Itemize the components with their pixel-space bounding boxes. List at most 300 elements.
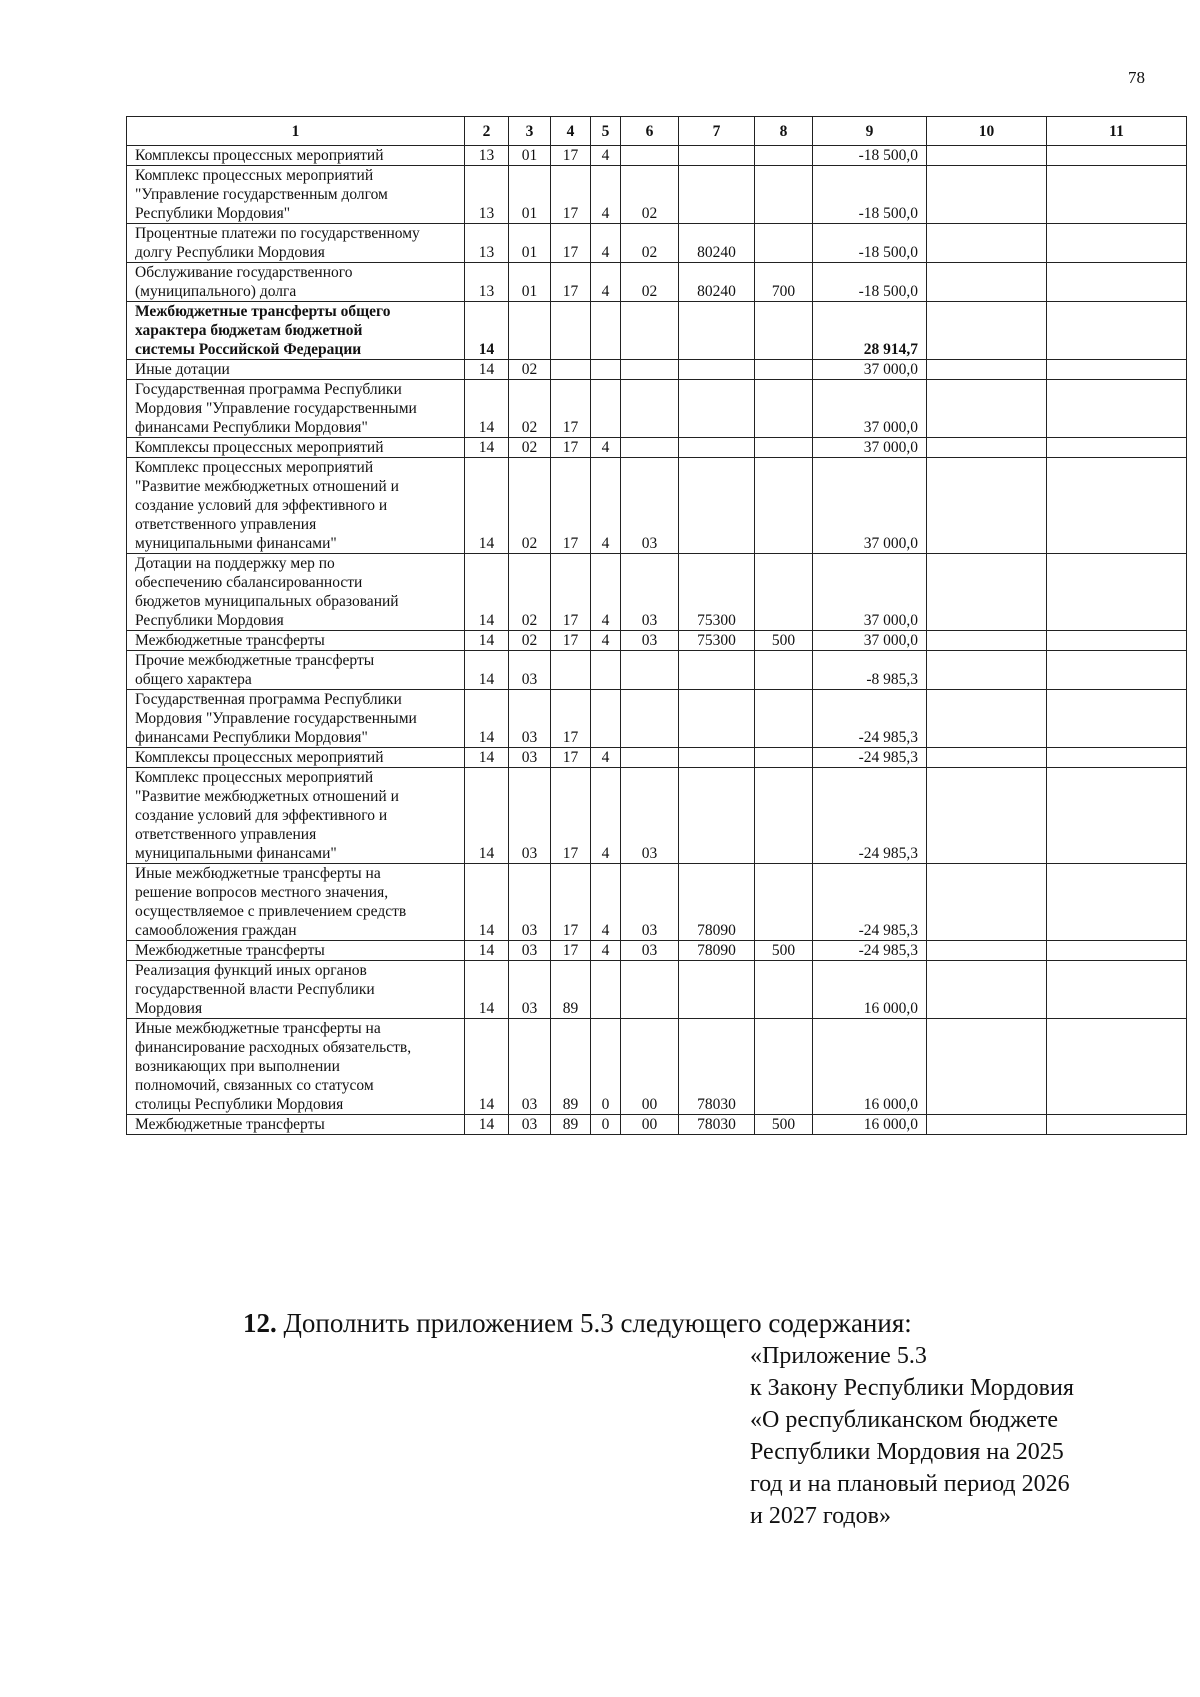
cell-c9: 16 000,0 <box>813 1115 927 1135</box>
cell-c5 <box>591 380 621 438</box>
cell-c3: 02 <box>509 554 551 631</box>
cell-c9: 37 000,0 <box>813 631 927 651</box>
appendix-line: Республики Мордовия на 2025 <box>750 1439 1064 1465</box>
cell-c6: 03 <box>621 554 679 631</box>
row-name-line: Иные дотации <box>135 361 230 378</box>
table-row <box>127 224 1187 263</box>
table-row <box>127 360 1187 380</box>
row-name-line: Мордовия "Управление государственными <box>135 710 417 727</box>
cell-c4: 17 <box>551 224 591 263</box>
cell-c7 <box>679 146 755 166</box>
cell-c11 <box>1047 146 1187 166</box>
row-name <box>127 941 465 961</box>
cell-c5: 4 <box>591 864 621 941</box>
cell-c8: 700 <box>755 263 813 302</box>
row-name-line: Мордовия "Управление государственными <box>135 400 417 417</box>
cell-c3: 03 <box>509 1019 551 1115</box>
cell-c8 <box>755 768 813 864</box>
cell-c4: 17 <box>551 690 591 748</box>
cell-c3: 02 <box>509 438 551 458</box>
table-row <box>127 302 1187 360</box>
cell-c5 <box>591 651 621 690</box>
row-name-line: самообложения граждан <box>135 922 297 939</box>
cell-c11 <box>1047 631 1187 651</box>
cell-c5: 4 <box>591 631 621 651</box>
page-number: 78 <box>1128 68 1145 87</box>
cell-c2: 14 <box>465 1019 509 1115</box>
cell-c7 <box>679 961 755 1019</box>
cell-c11 <box>1047 263 1187 302</box>
row-name-line: Мордовия <box>135 1000 203 1017</box>
cell-c6: 00 <box>621 1019 679 1115</box>
row-name-line: Комплексы процессных мероприятий <box>135 147 384 164</box>
cell-c10 <box>927 146 1047 166</box>
cell-c9: -24 985,3 <box>813 690 927 748</box>
cell-c4: 17 <box>551 768 591 864</box>
column-header: 8 <box>755 117 813 146</box>
cell-c3: 03 <box>509 1115 551 1135</box>
table-row <box>127 458 1187 554</box>
cell-c9: -18 500,0 <box>813 263 927 302</box>
cell-c2: 14 <box>465 864 509 941</box>
cell-c3: 02 <box>509 631 551 651</box>
cell-c6 <box>621 690 679 748</box>
cell-c10 <box>927 302 1047 360</box>
cell-c6 <box>621 438 679 458</box>
cell-c10 <box>927 360 1047 380</box>
cell-c5 <box>591 302 621 360</box>
column-header: 3 <box>509 117 551 146</box>
cell-c11 <box>1047 768 1187 864</box>
cell-c2: 13 <box>465 166 509 224</box>
cell-c5: 4 <box>591 263 621 302</box>
cell-c4: 17 <box>551 166 591 224</box>
cell-c3: 01 <box>509 166 551 224</box>
cell-c10 <box>927 166 1047 224</box>
row-name-line: Комплексы процессных мероприятий <box>135 439 384 456</box>
cell-c10 <box>927 631 1047 651</box>
cell-c3: 01 <box>509 263 551 302</box>
table-row <box>127 146 1187 166</box>
row-name-line: создание условий для эффективного и <box>135 807 388 824</box>
row-name <box>127 146 465 166</box>
row-name <box>127 1115 465 1135</box>
column-header: 1 <box>127 117 465 146</box>
row-name-line: Межбюджетные трансферты <box>135 632 325 649</box>
appendix-line: «О республиканском бюджете <box>750 1407 1059 1433</box>
table-row <box>127 961 1187 1019</box>
row-name <box>127 631 465 651</box>
table-row <box>127 690 1187 748</box>
cell-c2: 14 <box>465 302 509 360</box>
cell-c9: -24 985,3 <box>813 941 927 961</box>
cell-c4: 17 <box>551 941 591 961</box>
row-name <box>127 961 465 1019</box>
cell-c10 <box>927 438 1047 458</box>
cell-c10 <box>927 690 1047 748</box>
cell-c5 <box>591 961 621 1019</box>
cell-c2: 14 <box>465 438 509 458</box>
cell-c9: 37 000,0 <box>813 438 927 458</box>
row-name-line: Иные межбюджетные трансферты на <box>135 1020 381 1037</box>
cell-c11 <box>1047 941 1187 961</box>
cell-c3: 02 <box>509 458 551 554</box>
row-name <box>127 554 465 631</box>
row-name-line: финансами Республики Мордовия" <box>135 419 368 436</box>
row-name-line: долгу Республики Мордовия <box>135 244 325 261</box>
cell-c4: 89 <box>551 1115 591 1135</box>
cell-c4 <box>551 360 591 380</box>
appendix-line: год и на плановый период 2026 <box>750 1471 1070 1497</box>
cell-c7 <box>679 380 755 438</box>
cell-c3: 01 <box>509 224 551 263</box>
cell-c6: 02 <box>621 224 679 263</box>
cell-c5: 4 <box>591 224 621 263</box>
cell-c4: 17 <box>551 748 591 768</box>
cell-c9: 16 000,0 <box>813 1019 927 1115</box>
cell-c10 <box>927 224 1047 263</box>
cell-c8 <box>755 438 813 458</box>
cell-c6: 02 <box>621 263 679 302</box>
cell-c6 <box>621 961 679 1019</box>
cell-c11 <box>1047 302 1187 360</box>
table-row <box>127 768 1187 864</box>
cell-c8 <box>755 302 813 360</box>
cell-c11 <box>1047 458 1187 554</box>
row-name <box>127 380 465 438</box>
table-row <box>127 748 1187 768</box>
cell-c9: -18 500,0 <box>813 224 927 263</box>
cell-c5 <box>591 360 621 380</box>
cell-c2: 14 <box>465 651 509 690</box>
section-12 <box>243 1306 912 1340</box>
row-name <box>127 690 465 748</box>
row-name <box>127 458 465 554</box>
cell-c7: 75300 <box>679 631 755 651</box>
row-name-line: обеспечению сбалансированности <box>135 574 363 591</box>
appendix-line: к Закону Республики Мордовия <box>750 1375 1074 1401</box>
cell-c10 <box>927 1019 1047 1115</box>
table-row <box>127 1019 1187 1115</box>
cell-c4: 17 <box>551 458 591 554</box>
cell-c8 <box>755 864 813 941</box>
cell-c9: -24 985,3 <box>813 864 927 941</box>
cell-c11 <box>1047 1115 1187 1135</box>
cell-c2: 13 <box>465 224 509 263</box>
column-header: 2 <box>465 117 509 146</box>
cell-c5: 4 <box>591 166 621 224</box>
row-name-line: решение вопросов местного значения, <box>135 884 389 901</box>
cell-c8 <box>755 166 813 224</box>
row-name-line: муниципальными финансами" <box>135 535 337 552</box>
row-name <box>127 438 465 458</box>
cell-c9: -18 500,0 <box>813 146 927 166</box>
row-name-line: Прочие межбюджетные трансферты <box>135 652 375 669</box>
row-name-line: (муниципального) долга <box>135 283 297 300</box>
cell-c6: 02 <box>621 166 679 224</box>
cell-c4 <box>551 302 591 360</box>
cell-c11 <box>1047 380 1187 438</box>
cell-c2: 13 <box>465 263 509 302</box>
row-name-line: ответственного управления <box>135 826 317 843</box>
row-name-line: Государственная программа Республики <box>135 381 402 398</box>
cell-c6: 03 <box>621 768 679 864</box>
row-name-line: создание условий для эффективного и <box>135 497 388 514</box>
cell-c2: 14 <box>465 554 509 631</box>
appendix-line: и 2027 годов» <box>750 1503 891 1529</box>
cell-c11 <box>1047 224 1187 263</box>
cell-c7: 80240 <box>679 263 755 302</box>
row-name-line: Республики Мордовия <box>135 612 284 629</box>
row-name-line: "Развитие межбюджетных отношений и <box>135 788 399 805</box>
cell-c10 <box>927 748 1047 768</box>
cell-c8 <box>755 1019 813 1115</box>
column-header: 5 <box>591 117 621 146</box>
row-name-line: Процентные платежи по государственному <box>135 225 420 242</box>
row-name <box>127 166 465 224</box>
table-row <box>127 263 1187 302</box>
cell-c11 <box>1047 690 1187 748</box>
cell-c10 <box>927 941 1047 961</box>
cell-c9: 37 000,0 <box>813 360 927 380</box>
cell-c8 <box>755 146 813 166</box>
cell-c9: -24 985,3 <box>813 748 927 768</box>
cell-c8: 500 <box>755 631 813 651</box>
cell-c6 <box>621 651 679 690</box>
cell-c2: 14 <box>465 941 509 961</box>
cell-c3 <box>509 302 551 360</box>
cell-c11 <box>1047 166 1187 224</box>
cell-c10 <box>927 961 1047 1019</box>
row-name-line: возникающих при выполнении <box>135 1058 340 1075</box>
table-row <box>127 554 1187 631</box>
cell-c4: 17 <box>551 864 591 941</box>
table-row <box>127 864 1187 941</box>
cell-c2: 14 <box>465 690 509 748</box>
cell-c11 <box>1047 554 1187 631</box>
row-name <box>127 768 465 864</box>
cell-c2: 14 <box>465 961 509 1019</box>
cell-c7 <box>679 748 755 768</box>
cell-c3: 03 <box>509 961 551 1019</box>
column-header: 9 <box>813 117 927 146</box>
row-name-line: общего характера <box>135 671 252 688</box>
cell-c7 <box>679 768 755 864</box>
column-header: 10 <box>927 117 1047 146</box>
cell-c10 <box>927 864 1047 941</box>
row-name <box>127 748 465 768</box>
appendix-line: «Приложение 5.3 <box>750 1343 927 1369</box>
cell-c5: 0 <box>591 1019 621 1115</box>
row-name-line: Комплекс процессных мероприятий <box>135 459 374 476</box>
row-name-line: Обслуживание государственного <box>135 264 353 281</box>
cell-c6 <box>621 146 679 166</box>
cell-c8 <box>755 748 813 768</box>
table-body <box>127 146 1187 1135</box>
cell-c7 <box>679 302 755 360</box>
cell-c8 <box>755 690 813 748</box>
cell-c10 <box>927 458 1047 554</box>
cell-c7: 78030 <box>679 1115 755 1135</box>
table-row <box>127 651 1187 690</box>
budget-table <box>126 116 1187 1135</box>
cell-c7 <box>679 166 755 224</box>
row-name-line: Реализация функций иных органов <box>135 962 367 979</box>
column-header: 6 <box>621 117 679 146</box>
row-name-line: столицы Республики Мордовия <box>135 1096 344 1113</box>
row-name-line: Государственная программа Республики <box>135 691 402 708</box>
cell-c8 <box>755 554 813 631</box>
cell-c7: 78030 <box>679 1019 755 1115</box>
cell-c10 <box>927 1115 1047 1135</box>
cell-c7: 78090 <box>679 941 755 961</box>
row-name-line: "Управление государственным долгом <box>135 186 388 203</box>
cell-c3: 03 <box>509 941 551 961</box>
cell-c5: 4 <box>591 748 621 768</box>
cell-c10 <box>927 651 1047 690</box>
cell-c9: -18 500,0 <box>813 166 927 224</box>
table-header-row <box>127 117 1187 146</box>
row-name <box>127 360 465 380</box>
table-row <box>127 380 1187 438</box>
cell-c4: 89 <box>551 1019 591 1115</box>
cell-c6 <box>621 360 679 380</box>
cell-c7 <box>679 458 755 554</box>
row-name-line: Комплекс процессных мероприятий <box>135 769 374 786</box>
row-name <box>127 302 465 360</box>
row-name-line: осуществляемое с привлечением средств <box>135 903 407 920</box>
cell-c8: 500 <box>755 1115 813 1135</box>
cell-c5: 4 <box>591 768 621 864</box>
cell-c3: 03 <box>509 748 551 768</box>
cell-c3: 02 <box>509 360 551 380</box>
cell-c6 <box>621 302 679 360</box>
row-name <box>127 224 465 263</box>
cell-c6: 03 <box>621 864 679 941</box>
cell-c9: 37 000,0 <box>813 380 927 438</box>
cell-c4: 17 <box>551 146 591 166</box>
cell-c2: 14 <box>465 1115 509 1135</box>
cell-c3: 01 <box>509 146 551 166</box>
row-name-line: государственной власти Республики <box>135 981 375 998</box>
cell-c8 <box>755 360 813 380</box>
row-name <box>127 1019 465 1115</box>
cell-c7: 75300 <box>679 554 755 631</box>
cell-c8 <box>755 651 813 690</box>
cell-c5: 4 <box>591 458 621 554</box>
row-name-line: Межбюджетные трансферты <box>135 1116 325 1133</box>
cell-c9: 37 000,0 <box>813 554 927 631</box>
cell-c8 <box>755 380 813 438</box>
cell-c9: -24 985,3 <box>813 768 927 864</box>
table-row <box>127 438 1187 458</box>
table-row <box>127 941 1187 961</box>
cell-c8 <box>755 224 813 263</box>
cell-c6 <box>621 748 679 768</box>
row-name <box>127 263 465 302</box>
cell-c4: 17 <box>551 380 591 438</box>
cell-c8: 500 <box>755 941 813 961</box>
cell-c4: 17 <box>551 631 591 651</box>
cell-c6: 03 <box>621 458 679 554</box>
cell-c9: -8 985,3 <box>813 651 927 690</box>
row-name-line: системы Российской Федерации <box>135 341 362 358</box>
table-row <box>127 631 1187 651</box>
cell-c9: 28 914,7 <box>813 302 927 360</box>
row-name <box>127 864 465 941</box>
row-name-line: Межбюджетные трансферты <box>135 942 325 959</box>
row-name-line: финансирование расходных обязательств, <box>135 1039 412 1056</box>
row-name-line: бюджетов муниципальных образований <box>135 593 399 610</box>
cell-c2: 14 <box>465 380 509 438</box>
table-row <box>127 166 1187 224</box>
section-text: Дополнить приложением 5.3 следующего содержания: <box>283 1308 912 1338</box>
row-name <box>127 651 465 690</box>
cell-c3: 02 <box>509 380 551 438</box>
cell-c7: 78090 <box>679 864 755 941</box>
column-header: 11 <box>1047 117 1187 146</box>
cell-c4: 17 <box>551 263 591 302</box>
cell-c10 <box>927 768 1047 864</box>
row-name-line: Дотации на поддержку мер по <box>135 555 335 572</box>
cell-c7 <box>679 438 755 458</box>
row-name-line: "Развитие межбюджетных отношений и <box>135 478 399 495</box>
cell-c5 <box>591 690 621 748</box>
cell-c5: 4 <box>591 146 621 166</box>
cell-c11 <box>1047 360 1187 380</box>
cell-c10 <box>927 554 1047 631</box>
cell-c5: 4 <box>591 554 621 631</box>
cell-c7 <box>679 690 755 748</box>
cell-c2: 14 <box>465 748 509 768</box>
cell-c4: 17 <box>551 438 591 458</box>
cell-c5: 4 <box>591 941 621 961</box>
cell-c3: 03 <box>509 651 551 690</box>
row-name-line: финансами Республики Мордовия" <box>135 729 368 746</box>
column-header: 7 <box>679 117 755 146</box>
cell-c5: 4 <box>591 438 621 458</box>
appendix-heading <box>750 1340 1074 1532</box>
cell-c3: 03 <box>509 690 551 748</box>
row-name-line: ответственного управления <box>135 516 317 533</box>
cell-c11 <box>1047 748 1187 768</box>
row-name-line: полномочий, связанных со статусом <box>135 1077 374 1094</box>
cell-c6: 00 <box>621 1115 679 1135</box>
row-name-line: Комплекс процессных мероприятий <box>135 167 374 184</box>
cell-c9: 16 000,0 <box>813 961 927 1019</box>
cell-c2: 14 <box>465 458 509 554</box>
cell-c11 <box>1047 961 1187 1019</box>
cell-c3: 03 <box>509 768 551 864</box>
cell-c7: 80240 <box>679 224 755 263</box>
cell-c6 <box>621 380 679 438</box>
row-name-line: Республики Мордовия" <box>135 205 291 222</box>
cell-c6: 03 <box>621 631 679 651</box>
row-name-line: Комплексы процессных мероприятий <box>135 749 384 766</box>
cell-c2: 14 <box>465 631 509 651</box>
cell-c8 <box>755 458 813 554</box>
cell-c7 <box>679 651 755 690</box>
cell-c4 <box>551 651 591 690</box>
cell-c8 <box>755 961 813 1019</box>
row-name-line: муниципальными финансами" <box>135 845 337 862</box>
cell-c10 <box>927 263 1047 302</box>
section-number: 12. <box>243 1308 277 1338</box>
row-name-line: Иные межбюджетные трансферты на <box>135 865 381 882</box>
cell-c6: 03 <box>621 941 679 961</box>
cell-c11 <box>1047 864 1187 941</box>
cell-c2: 14 <box>465 360 509 380</box>
